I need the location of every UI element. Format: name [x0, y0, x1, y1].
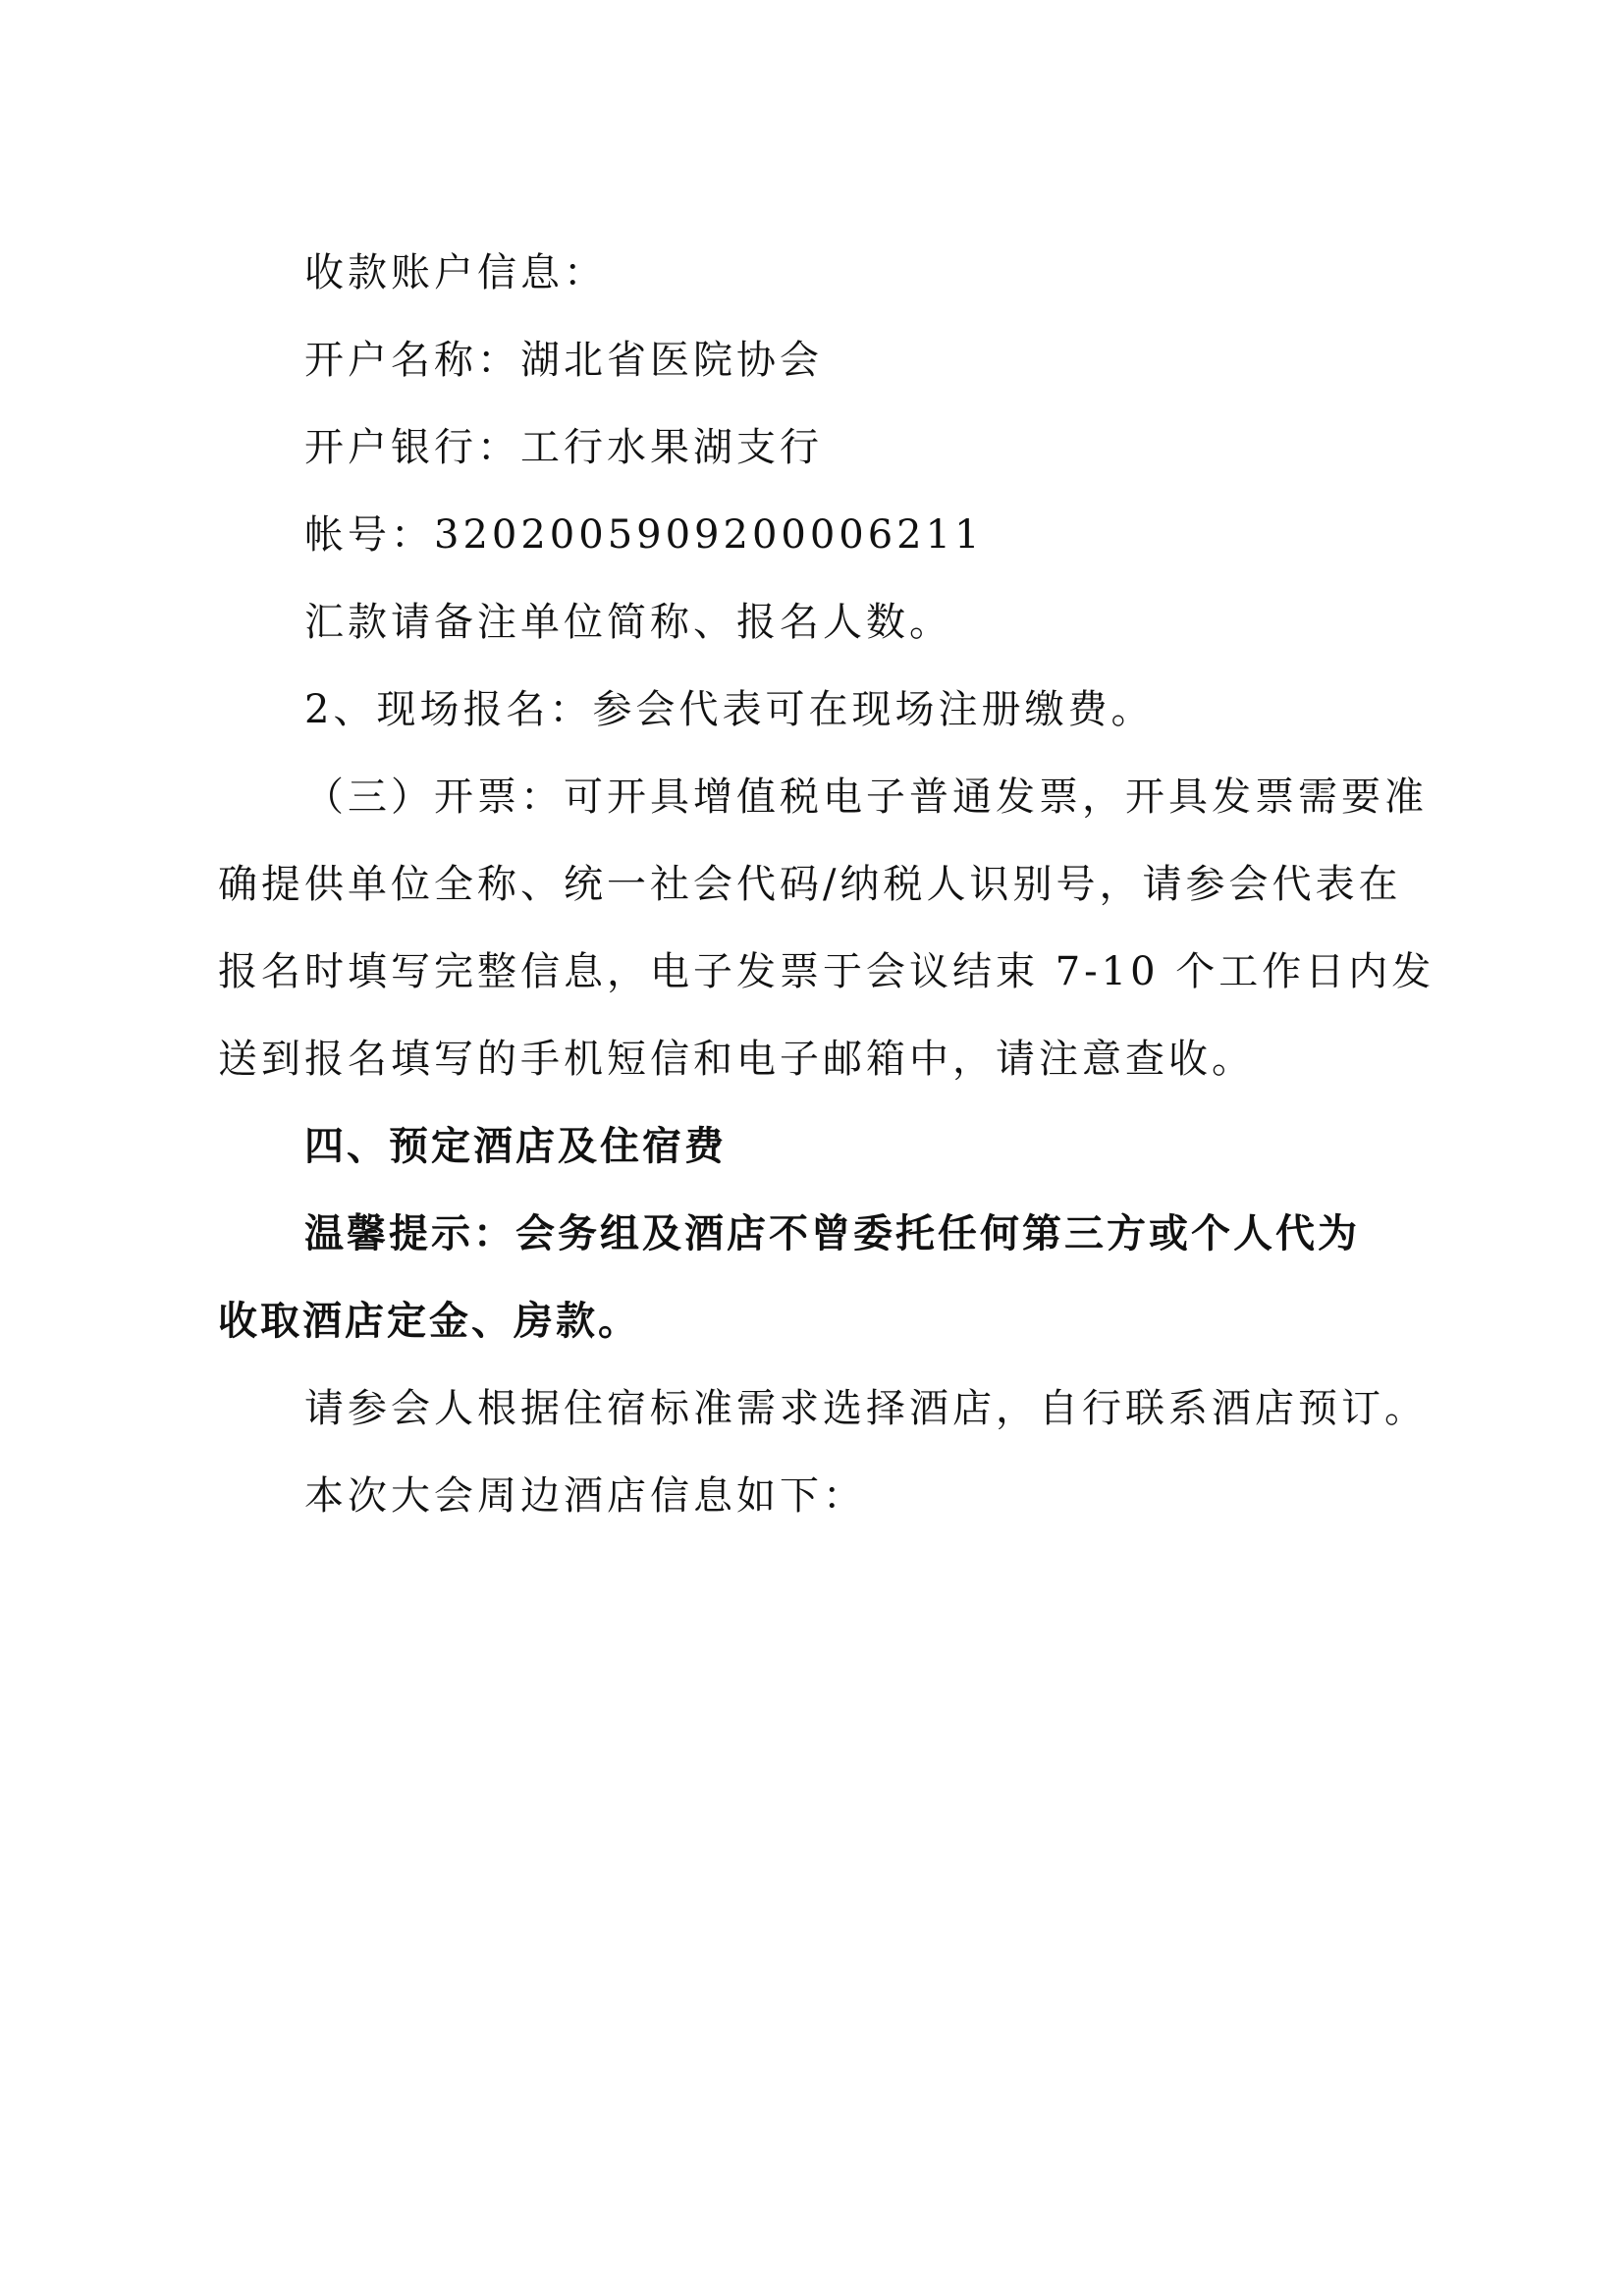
hotel-section-heading: 四、预定酒店及住宿费 — [304, 1123, 727, 1169]
account-name-line: 开户名称：湖北省医院协会 — [304, 338, 823, 383]
onsite-registration-line: 2、现场报名：参会代表可在现场注册缴费。 — [304, 687, 1155, 732]
invoice-paragraph-line-4: 送到报名填写的手机短信和电子邮箱中，请注意查收。 — [218, 1037, 1255, 1082]
warning-line-1: 温馨提示：会务组及酒店不曾委托任何第三方或个人代为 — [304, 1210, 1360, 1256]
invoice-paragraph-line-3: 报名时填写完整信息，电子发票于会议结束 7-10 个工作日内发 — [218, 949, 1435, 994]
account-number-line: 帐号：3202005909200006211 — [304, 512, 984, 558]
warning-line-2: 收取酒店定金、房款。 — [218, 1298, 640, 1344]
bank-name-line: 开户银行：工行水果湖支行 — [304, 425, 823, 470]
account-info-heading: 收款账户信息： — [304, 250, 607, 295]
remittance-note-line: 汇款请备注单位简称、报名人数。 — [304, 600, 952, 645]
hotel-list-intro-line: 本次大会周边酒店信息如下： — [304, 1473, 866, 1519]
invoice-paragraph-line-2: 确提供单位全称、统一社会代码/纳税人识别号，请参会代表在 — [218, 862, 1402, 907]
hotel-selection-line: 请参会人根据住宿标准需求选择酒店，自行联系酒店预订。 — [304, 1386, 1428, 1431]
invoice-paragraph-line-1: （三）开票：可开具增值税电子普通发票，开具发票需要准 — [304, 774, 1428, 820]
